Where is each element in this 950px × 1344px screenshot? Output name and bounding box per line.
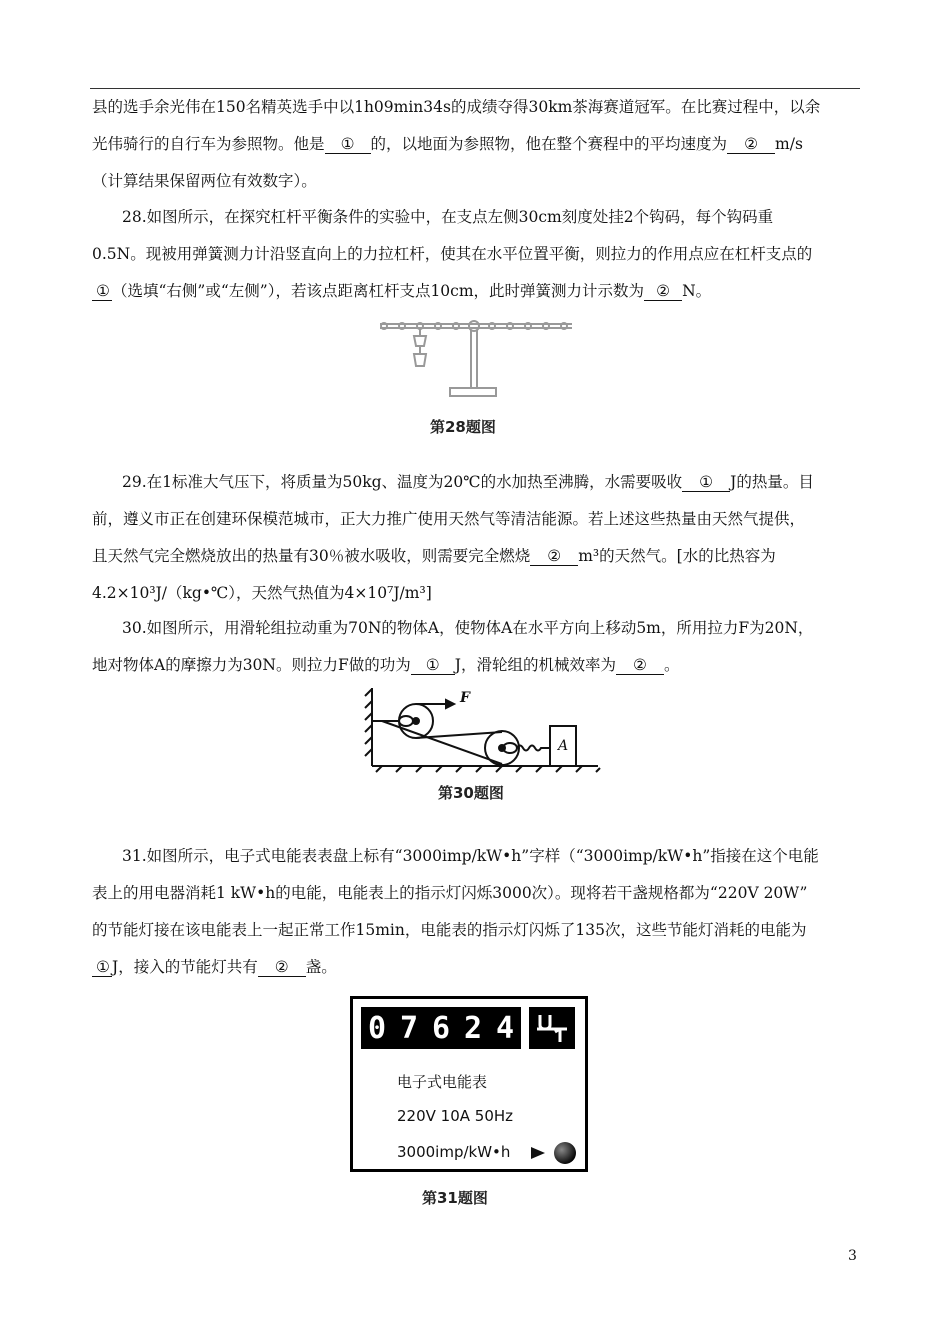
meter-title: 电子式电能表 xyxy=(397,1073,488,1091)
meter-digit: 6 xyxy=(431,1010,451,1046)
q28-blank-1: ① xyxy=(92,282,112,301)
meter-digit: 2 xyxy=(463,1010,483,1046)
meter-constant: 3000imp/kW•h xyxy=(397,1143,511,1161)
q30-text-a: 地对物体A的摩擦力为30N。则拉力F做的功为 xyxy=(92,656,411,674)
fig28-caption: 第28题图 xyxy=(430,418,496,436)
q29-line-1 xyxy=(122,472,814,492)
force-label: F xyxy=(460,690,470,706)
q31-blank-1: ① xyxy=(92,958,112,977)
q27-blank-2: ② xyxy=(727,135,775,154)
meter-rolling-digit xyxy=(529,1007,575,1049)
q29-text-d: m³的天然气。[水的比热容为 xyxy=(578,547,776,565)
meter-rating: 220V 10A 50Hz xyxy=(397,1107,514,1125)
fig30-caption: 第30题图 xyxy=(438,784,504,802)
electric-meter-figure xyxy=(350,996,588,1172)
q27-line-2 xyxy=(92,134,803,154)
fig31-caption: 第31题图 xyxy=(422,1189,488,1207)
q29-text-a: 29.在1标准大气压下，将质量为50kg、温度为20℃的水加热至沸腾，水需要吸收 xyxy=(122,473,683,491)
q31-line-2: 表上的用电器消耗1 kW•h的电能，电能表上的指示灯闪烁3000次）。现将若干盏规格都为“220V 20W” xyxy=(92,884,808,902)
q27-line-3: （计算结果保留两位有效数字）。 xyxy=(92,172,317,190)
meter-digit: 0 xyxy=(367,1010,387,1046)
q29-line-4: 4.2×10³J/（kg•℃），天然气热值为4×10⁷J/m³] xyxy=(92,584,432,602)
q30-blank-2: ② xyxy=(616,656,664,675)
q31-line-3: 的节能灯接在该电能表上一起正常工作15min，电能表的指示灯闪烁了135次，这些节能灯消耗的电能为 xyxy=(92,921,807,939)
q29-blank-2: ② xyxy=(530,547,578,566)
q28-line-3 xyxy=(92,281,711,301)
q30-text-b: J，滑轮组的机械效率为 xyxy=(454,656,616,674)
q29-text-c: 且天然气完全燃烧放出的热量有30％被水吸收，则需要完全燃烧 xyxy=(92,547,531,565)
q27-text-b: 的，以地面为参照物，他在整个赛程中的平均速度为 xyxy=(370,135,728,153)
q27-text-a: 光伟骑行的自行车为参照物。他是 xyxy=(92,135,325,153)
q30-line-1: 30.如图所示，用滑轮组拉动重为70N的物体A，使物体A在水平方向上移动5m，所用拉力F为20N， xyxy=(122,619,814,637)
meter-digit: 4 xyxy=(495,1010,515,1046)
q30-blank-1: ① xyxy=(411,656,455,675)
q27-text-c: m/s xyxy=(775,135,803,153)
q28-line-1: 28.如图所示，在探究杠杆平衡条件的实验中，在支点左侧30cm刻度处挂2个钩码，每个钩码重 xyxy=(122,208,774,226)
q29-line-3 xyxy=(92,546,776,566)
q31-blank-2: ② xyxy=(258,958,306,977)
q28-text-b: N。 xyxy=(682,282,712,300)
rolling-digit-icon xyxy=(537,1013,567,1043)
q31-text-b: 盏。 xyxy=(305,958,337,976)
q27-blank-1: ① xyxy=(325,135,371,154)
q28-line-2: 0.5N。现被用弹簧测力计沿竖直向上的力拉杠杆，使其在水平位置平衡，则拉力的作用点应在杠杆支点的 xyxy=(92,245,813,263)
lever-figure xyxy=(376,310,576,406)
header-rule xyxy=(90,88,860,89)
q31-line-1: 31.如图所示，电子式电能表表盘上标有“3000imp/kW•h”字样（“3000imp/kW•h”指接在这个电能 xyxy=(122,847,819,865)
q29-text-b: J的热量。目 xyxy=(730,473,814,491)
q28-text-a: （选填“右侧”或“左侧”），若该点距离杠杆支点10cm，此时弹簧测力计示数为 xyxy=(112,282,645,300)
page-number: 3 xyxy=(848,1248,857,1264)
q30-line-2 xyxy=(92,655,679,675)
q31-text-a: J，接入的节能灯共有 xyxy=(112,958,258,976)
meter-indicator-icon xyxy=(529,1141,581,1167)
pulley-figure xyxy=(362,686,602,776)
meter-digit: 7 xyxy=(399,1010,419,1046)
block-label: A xyxy=(558,738,569,754)
q29-line-2: 前，遵义市正在创建环保模范城市，正大力推广使用天然气等清洁能源。若上述这些热量由天然气提供， xyxy=(92,510,806,528)
q28-blank-2: ② xyxy=(644,282,682,301)
meter-digit-display xyxy=(361,1007,521,1049)
q30-text-c: 。 xyxy=(663,656,680,674)
q29-blank-1: ① xyxy=(682,473,730,492)
q27-line-1: 县的选手余光伟在150名精英选手中以1h09min34s的成绩夺得30km茶海赛道冠军。在比赛过程中，以余 xyxy=(92,98,821,116)
q31-line-4 xyxy=(92,957,337,977)
